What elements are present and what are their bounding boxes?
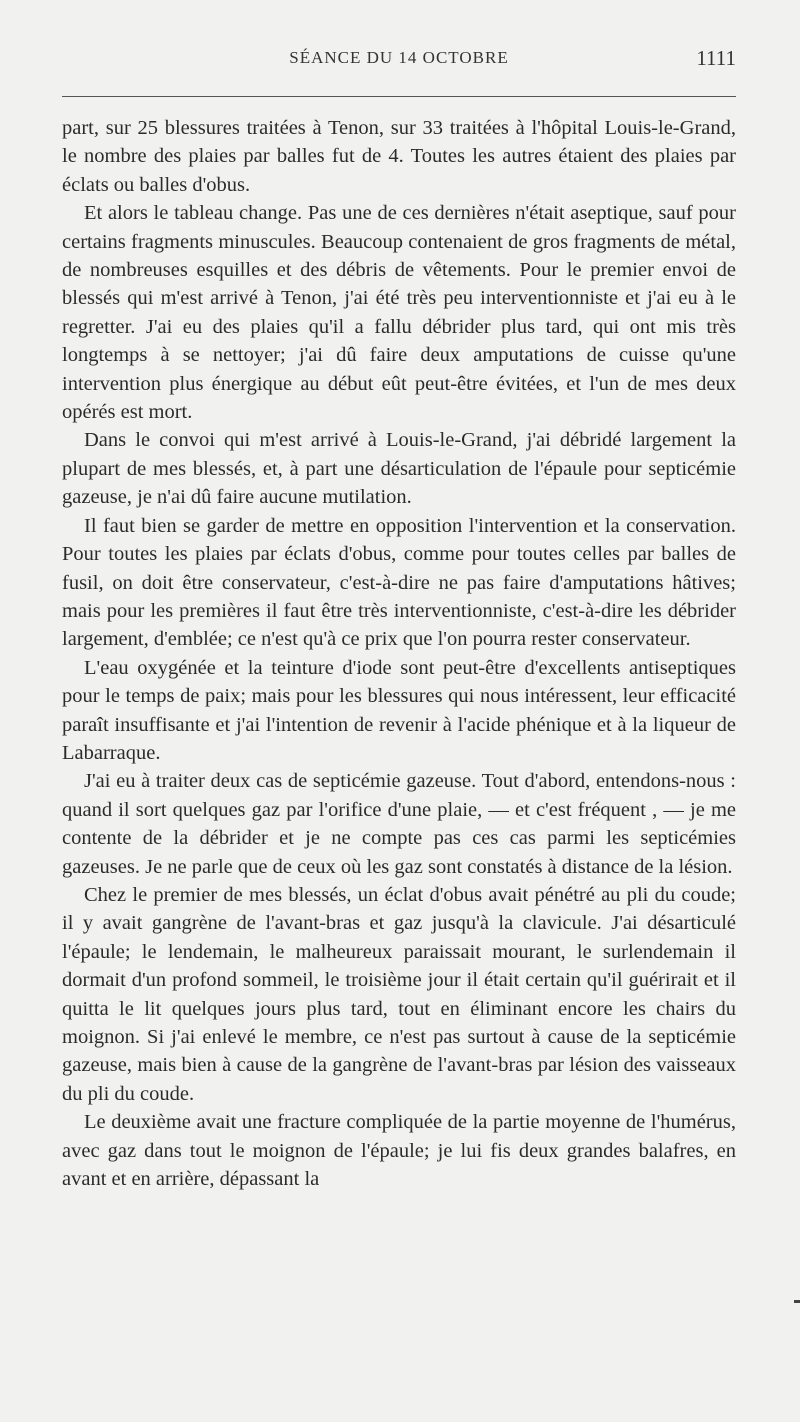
body-text xyxy=(62,114,736,1193)
paragraph: J'ai eu à traiter deux cas de septicémie gazeuse. Tout d'abord, entendons-nous : quand il sort quelques gaz par l'orifice d'une plaie, — et c'est fréquent , — je me contente de la débrider et je ne compte pas ces cas parmi les septicémies gazeuses. Je ne parle que de ceux où les gaz sont constatés à distance de la lésion. xyxy=(62,770,736,878)
page-header xyxy=(62,48,736,88)
header-rule xyxy=(62,96,736,97)
paragraph: Dans le convoi qui m'est arrivé à Louis-le-Grand, j'ai débridé largement la plupart de mes blessés, et, à part une désarticulation de l'épaule pour septicémie gazeuse, je n'ai dû faire aucune mutilation. xyxy=(62,429,736,509)
margin-mark xyxy=(794,1300,800,1303)
paragraph: Le deuxième avait une fracture compliquée de la partie moyenne de l'humérus, avec gaz dans tout le moignon de l'épaule; je lui fis deux grandes balafres, en avant et en arrière, dépassant la xyxy=(62,1111,736,1191)
paragraph: Il faut bien se garder de mettre en opposition l'intervention et la conservation. Pour toutes les plaies par éclats d'obus, comme pour toutes celles par balles de fusil, on doit être conservateur, c'est-à-dire ne pas faire d'amputations hâtives; mais pour les premières il faut être très interventionniste, c'est-à-dire les débrider largement, d'emblée; ce n'est qu'à ce prix que l'on pourra rester conservateur. xyxy=(62,514,736,651)
page-number: 1111 xyxy=(696,46,736,70)
paragraph: Et alors le tableau change. Pas une de ces dernières n'était aseptique, sauf pour certains fragments minuscules. Beaucoup contenaient de gros fragments de métal, de nombreuses esquilles et des débris de vêtements. Pour le premier envoi de blessés qui m'est arrivé à Tenon, j'ai été très peu interventionniste et j'ai eu à le regretter. J'ai eu des plaies qu'il a fallu débrider plus tard, qui ont mis très longtemps à se nettoyer; j'ai dû faire deux amputations de cuisse qu'une intervention plus énergique au début eût peut-être évitées, et l'un de mes deux opérés est mort. xyxy=(62,202,736,424)
paragraph: L'eau oxygénée et la teinture d'iode sont peut-être d'excellents antiseptiques pour le temps de paix; mais pour les blessures qui nous intéressent, leur efficacité paraît insuffisante et j'ai l'intention de revenir à l'acide phénique et à la liqueur de Labarraque. xyxy=(62,656,736,764)
paragraph: Chez le premier de mes blessés, un éclat d'obus avait pénétré au pli du coude; il y avait gangrène de l'avant-bras et gaz jusqu'à la clavicule. J'ai désarticulé l'épaule; le lendemain, le malheureux paraissait mourant, le surlendemain il dormait d'un profond sommeil, le troisième jour il était certain qu'il guérirait et il quitta le lit quelques jours plus tard, tout en éliminant encore les chairs du moignon. Si j'ai enlevé le membre, ce n'est pas surtout à cause de la septicémie gazeuse, mais bien à cause de la gangrène de l'avant-bras par lésion des vaisseaux du pli du coude. xyxy=(62,883,736,1105)
paragraph: part, sur 25 blessures traitées à Tenon, sur 33 traitées à l'hôpital Louis-le-Grand, le nombre des plaies par balles fut de 4. Toutes les autres étaient des plaies par éclats ou balles d'obus. xyxy=(62,117,736,196)
running-title: SÉANCE DU 14 OCTOBRE xyxy=(289,48,509,67)
